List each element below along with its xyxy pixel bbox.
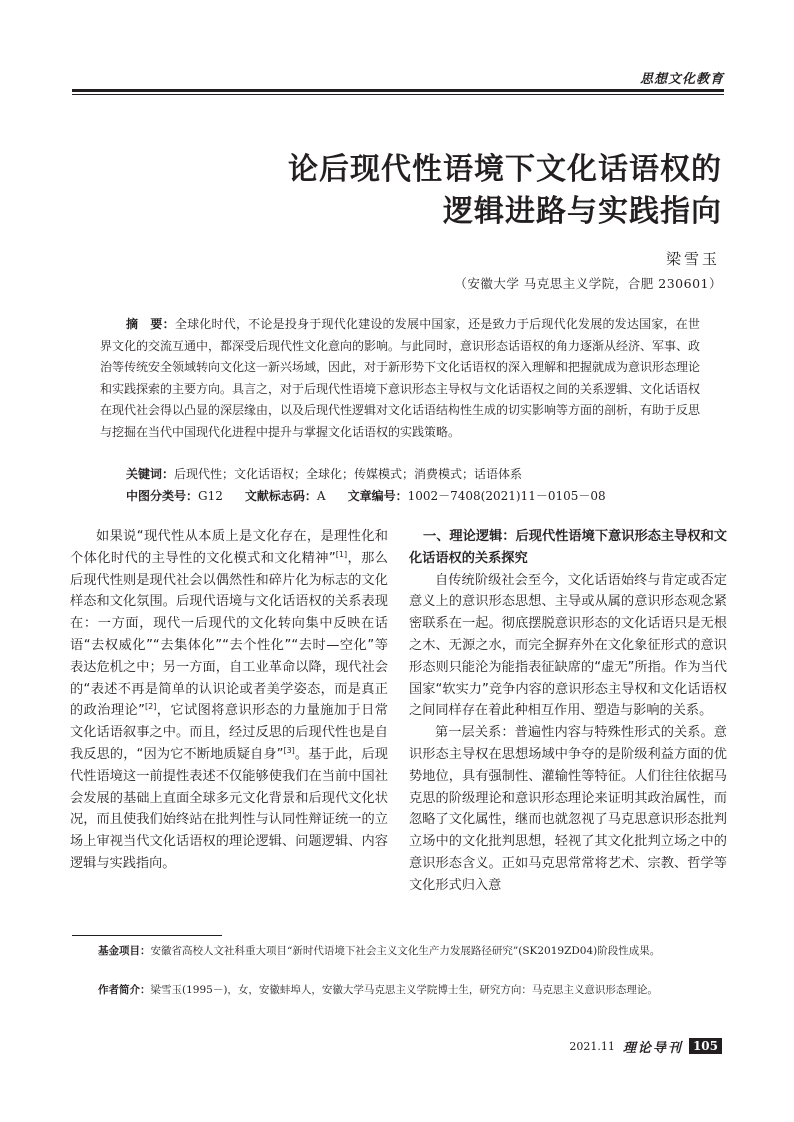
footnote-funding <box>72 941 722 961</box>
keywords-label: 关键词： <box>126 467 175 481</box>
article-title-line-1: 论后现代性语境下文化话语权的 <box>288 152 722 187</box>
article-title-line-2: 逻辑进路与实践指向 <box>443 194 722 229</box>
body-paragraph: 第一层关系：普遍性内容与特殊性形式的关系。意识形态主导权在思想场域中争夺的是阶级利益方面的优势地位，具有强制性、灌输性等特征。人们往往依据马克思的阶级理论和意识形态理论来证明其政治属性，而忽略了文化属性，继而也就忽视了马克思意识形态批判立场中的文化批判思想，轻视了其文化批判立场之中的意识形态含义。正如马克思常常将艺术、宗教、哲学等文化形式归入意 <box>409 725 727 893</box>
citation-ref-1: [1] <box>335 549 348 559</box>
funding-text: 安徽省高校人文社科重大项目“新时代语境下社会主义文化生产力发展路径研究”(SK2019ZD04)阶段性成果。 <box>150 945 661 957</box>
citation-ref-3: [3] <box>283 745 295 755</box>
intro-text-3: ，它试图将意识形态的力量施加于日常文化话语叙事之中。而且，经过反思的后现代性也是自我反思的，“因为它不断地质疑自身” <box>70 703 388 762</box>
running-header-section: 思想文化教育 <box>639 72 724 87</box>
footnote-author-bio <box>72 980 722 1000</box>
intro-text-4: 。基于此，后现代性语境这一前提性表述不仅能够使我们在当前中国社会发展的基础上直面全球多元文化背景和后现代文化状况，而且使我们始终站在批判性与认同性辩证统一的立场上审视当代文化话语权的理论逻辑、问题逻辑、内容逻辑与实践指向。 <box>70 746 388 871</box>
body-column-left <box>70 526 388 875</box>
clc-label: 中图分类号： <box>126 489 199 503</box>
body-paragraph: 自传统阶级社会至今，文化话语始终与肯定或否定意义上的意识形态思想、主导或从属的意识形态观念紧密联系在一起。彻底摆脱意识形态的文化话语只是无根之木、无源之水，而完全摒弃外在文化象征形式的意识形态则只能沦为能指表征缺席的“虚无”所指。作为当代国家“软实力”竞争内容的意识形态主导权和文化话语权之间同样存在着此种相互作用、塑造与影响的关系。 <box>409 572 727 719</box>
header-rule-thin <box>72 94 724 95</box>
section-heading-1: 一、理论逻辑：后现代性语境下意识形态主导权和文化话语权的关系探究 <box>409 529 727 566</box>
doc-code-label: 文献标志码： <box>244 489 317 503</box>
intro-text-1: 如果说“现代性从本质上是文化存在，是理性化和个体化时代的主导性的文化模式和文化精神” <box>70 529 388 566</box>
clc-value: G12 <box>198 489 223 503</box>
abstract-label: 摘 要： <box>126 317 175 331</box>
author-bio-text: 梁雪玉(1995－)，女，安徽蚌埠人，安徽大学马克思主义学院博士生，研究方向：马克思主义意识形态理论。 <box>150 984 658 996</box>
article-number-label: 文章编号： <box>347 489 408 503</box>
author-bio-label: 作者简介： <box>98 984 151 996</box>
intro-paragraph <box>70 526 388 875</box>
page-number: 105 <box>689 1038 722 1054</box>
intro-text-2: ，那么后现代性则是现代社会以偶然性和碎片化为标志的文化样态和文化氛围。后现代语境与文化话语权的关系表现在：一方面，现代一后现代的文化转向集中反映在话语“去权威化”“去集体化”“去个性化”“去时—空化”等表达危机之中；另一方面，自工业革命以降，现代社会的“表述不再是简单的认识论或者美学姿态，而是真正的政治理论” <box>70 550 388 719</box>
abstract-text: 全球化时代，不论是投身于现代化建设的发展中国家，还是致力于后现代化发展的发达国家，在世界文化的交流互通中，都深受后现代性文化意向的影响。与此同时，意识形态话语权的角力逐渐从经济、军事、政治等传统安全领域转向文化这一新兴场域，因此，对于新形势下文化话语权的深入理解和把握就成为意识形态理论和实践探索的主要方向。具言之，对于后现代性语境下意识形态主导权与文化话语权之间的关系逻辑、文化话语权在现代社会得以凸显的深层缘由，以及后现代性逻辑对文化话语结构性生成的切实影响等方面的剖析，有助于反思与挖掘在当代中国现代化进程中提升与掌握文化话语权的实践策略。 <box>100 317 701 439</box>
article-number-value: 1002－7408(2021)11－0105－08 <box>407 489 606 503</box>
funding-label: 基金项目： <box>98 945 151 957</box>
author-affiliation: （安徽大学 马克思主义学院，合肥 230601） <box>454 276 722 291</box>
citation-ref-2: [2] <box>144 702 157 712</box>
keywords-line <box>126 465 522 482</box>
abstract <box>100 314 700 444</box>
doc-code-value: A <box>316 489 326 503</box>
issue-date: 2021.11 <box>569 1039 615 1053</box>
page-footer <box>569 1037 722 1055</box>
header-rule-thick <box>72 89 724 92</box>
body-column-right <box>409 526 727 897</box>
footnote-rule <box>72 935 222 936</box>
classification-line <box>126 487 606 504</box>
keywords-text: 后现代性；文化话语权；全球化；传媒模式；消费模式；话语体系 <box>174 467 523 481</box>
author-name: 梁雪玉 <box>665 250 720 268</box>
journal-name: 理论导刊 <box>622 1040 683 1056</box>
